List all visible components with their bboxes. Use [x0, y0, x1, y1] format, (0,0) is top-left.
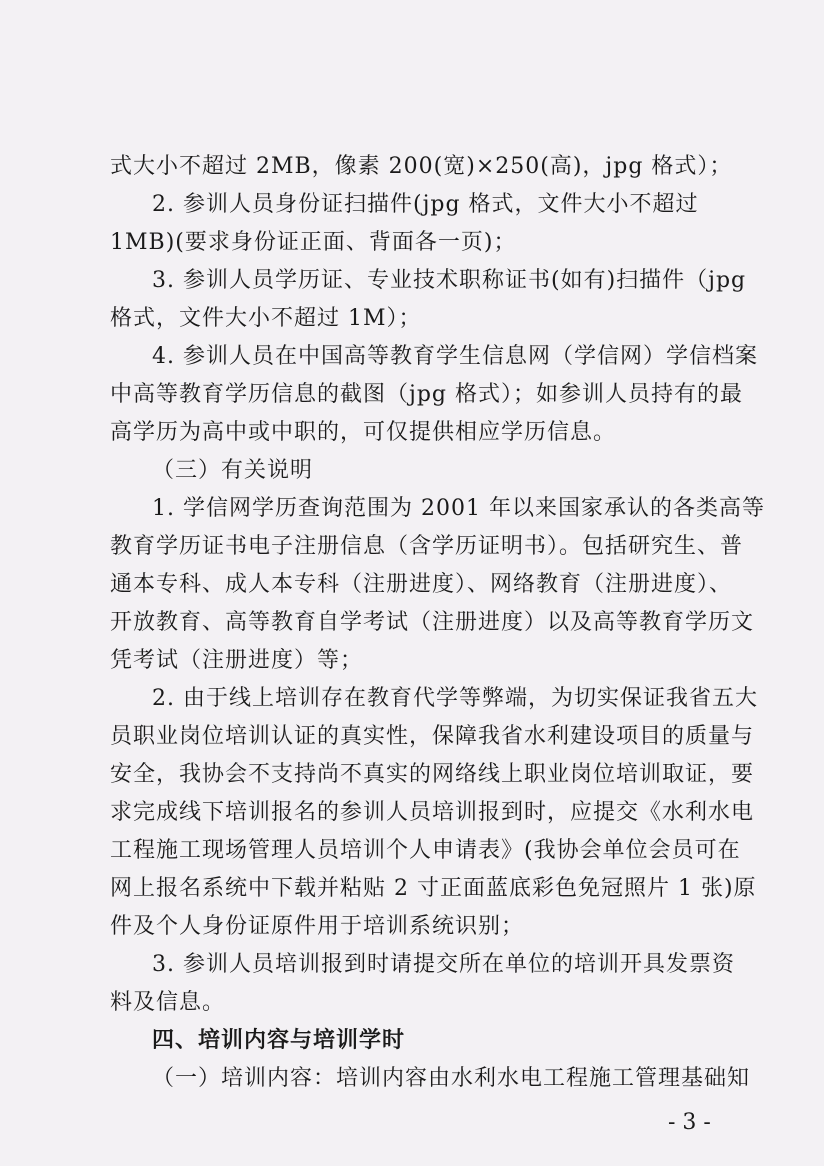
text-line-17: 安全，我协会不支持尚不真实的网络线上职业岗位培训取证，要	[110, 762, 755, 787]
text-line-12: 通本专科、成人本专科（注册进度）、网络教育（注册进度）、	[110, 572, 733, 597]
text-line-16: 员职业岗位培训认证的真实性，保障我省水利建设项目的质量与	[110, 724, 755, 749]
text-line-8: 高学历为高中或中职的，可仅提供相应学历信息。	[110, 420, 617, 445]
text-line-19: 工程施工现场管理人员培训个人申请表》(我协会单位会员可在	[110, 838, 741, 863]
text-line-6: 4. 参训人员在中国高等教育学生信息网（学信网）学信档案	[152, 344, 758, 369]
text-line-25: （一）培训内容：培训内容由水利水电工程施工管理基础知	[152, 1066, 751, 1091]
text-line-4: 3. 参训人员学历证、专业技术职称证书(如有)扫描件（jpg	[152, 268, 747, 293]
text-line-14: 凭考试（注册进度）等；	[110, 648, 364, 673]
text-line-15: 2. 由于线上培训存在教育代学等弊端，为切实保证我省五大	[152, 686, 758, 711]
section-heading: 四、培训内容与培训学时	[152, 1028, 406, 1053]
text-line-21: 件及个人身份证原件用于培训系统识别；	[110, 914, 525, 939]
text-line-7: 中高等教育学历信息的截图（jpg 格式）；如参训人员持有的最	[110, 382, 743, 407]
text-line-11: 教育学历证书电子注册信息（含学历证明书）。包括研究生、普	[110, 534, 744, 559]
text-line-23: 料及信息。	[110, 990, 226, 1015]
text-line-5: 格式，文件大小不超过 1M）；	[110, 306, 422, 331]
section-subheading: （三）有关说明	[152, 458, 314, 483]
text-line-3: 1MB)(要求身份证正面、背面各一页)；	[110, 230, 517, 255]
text-line-2: 2. 参训人员身份证扫描件(jpg 格式，文件大小不超过	[152, 192, 699, 217]
text-line-22: 3. 参训人员培训报到时请提交所在单位的培训开具发票资	[152, 952, 735, 977]
text-line-20: 网上报名系统中下载并粘贴 2 寸正面蓝底彩色免冠照片 1 张)原	[110, 876, 757, 901]
text-line-13: 开放教育、高等教育自学考试（注册进度）以及高等教育学历文	[110, 610, 755, 635]
text-line-10: 1. 学信网学历查询范围为 2001 年以来国家承认的各类高等	[152, 496, 765, 521]
page-number: - 3 -	[668, 1110, 711, 1135]
text-line-18: 求完成线下培训报名的参训人员培训报到时，应提交《水利水电	[110, 800, 755, 825]
text-line-1: 式大小不超过 2MB，像素 200(宽)×250(高)，jpg 格式）；	[110, 154, 733, 179]
